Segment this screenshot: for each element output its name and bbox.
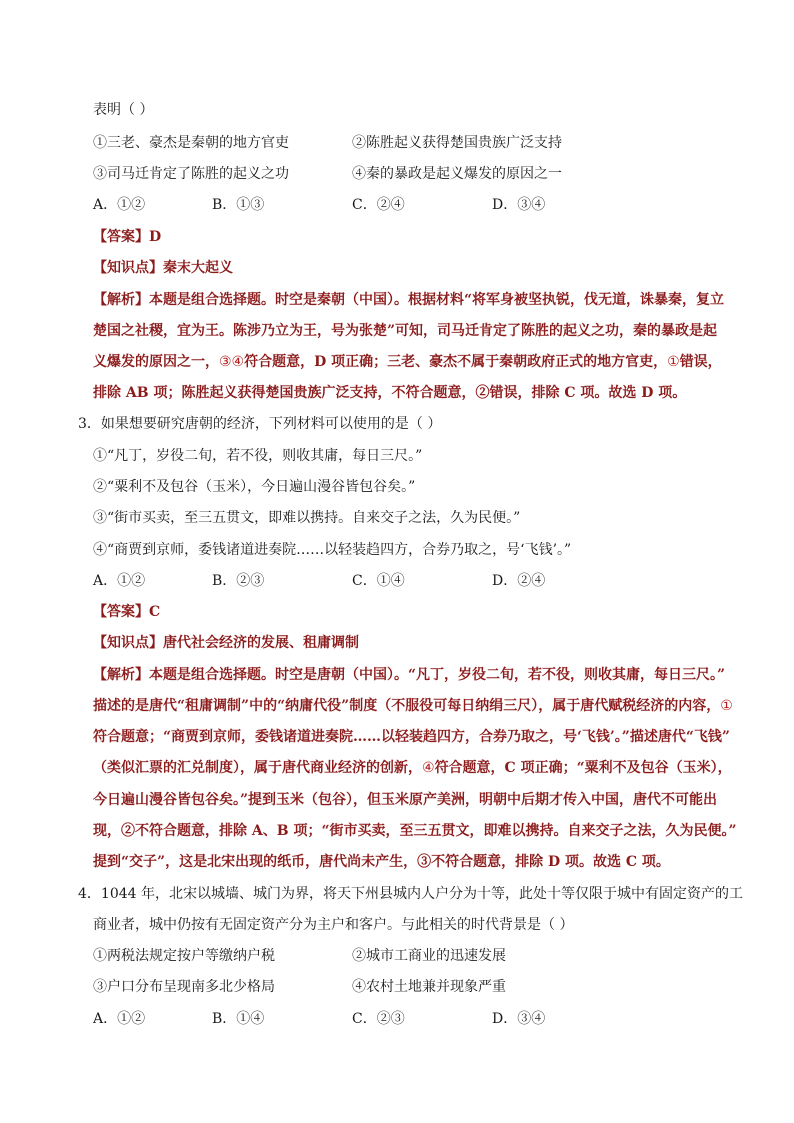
q3-knowledge-point — [93, 633, 359, 653]
q2-stem-tail: 表明（ ） — [93, 102, 154, 118]
q3-option-a: A．①② — [93, 573, 146, 589]
q2-analysis-line-2: 楚国之社稷，宜为王。陈涉乃立为王，号为张楚”可知，司马迁肯定了陈胜的起义之功，秦的暴政是起 — [93, 323, 718, 339]
analysis-seg: （类似汇票的汇兑制度），属于唐代商业经济的创新， — [93, 760, 422, 776]
q4-stem-line-1: 4．1044 年，北宋以城墙、城门为界，将天下州县城内人户分为十等，此处十等仅限于城中有固定资产的工 — [78, 886, 743, 902]
q4-option-c: C．②③ — [352, 1011, 405, 1027]
q3-analysis-line-7: 提到“交子”，这是北宋出现的纸币，唐代尚未产生，③不符合题意，排除 D 项。故选 C 项。 — [93, 854, 670, 870]
q4-choice-2: ②城市工商业的迅速发展 — [352, 948, 506, 964]
kp-value: 秦末大起义 — [163, 260, 233, 276]
analysis-seg: 描述的是唐代“租庸调制”中的“纳庸代役”制度（不服役可每日纳绢三尺），属于唐代赋税经济的内容， — [93, 698, 721, 714]
analysis-seg: 错误， — [679, 354, 722, 370]
analysis-mark: ② — [475, 385, 490, 401]
q3-option-b: B．②③ — [212, 573, 265, 589]
q4-option-b: B．①④ — [212, 1011, 265, 1027]
q2-choice-1: ①三老、豪杰是秦朝的地方官吏 — [93, 135, 289, 151]
q2-choice-4: ④秦的暴政是起义爆发的原因之一 — [352, 166, 562, 182]
analysis-mark: ① — [720, 698, 733, 714]
q3-stem: 3．如果想要研究唐朝的经济，下列材料可以使用的是（ ） — [78, 416, 442, 432]
q4-stem-line-2: 商业者，城中仍按有无固定资产分为主户和客户。与此相关的时代背景是（ ） — [93, 917, 574, 933]
q2-option-a: A．①② — [93, 197, 146, 213]
q3-option-c: C．①④ — [352, 573, 405, 589]
answer-label: 【答案】 — [93, 604, 149, 620]
q4-choice-3: ③户口分布呈现南多北少格局 — [93, 979, 275, 995]
q4-choice-1: ①两税法规定按户等缴纳户税 — [93, 948, 275, 964]
analysis-text: 本题是组合选择题。时空是秦朝（中国）。根据材料“将军身被坚执锐，伐无道，诛暴秦，复立 — [149, 292, 725, 308]
analysis-seg: 符合题意，D 项正确；三老、豪杰不属于秦朝政府正式的地方官吏， — [244, 354, 668, 370]
q2-option-b: B．①③ — [212, 197, 265, 213]
q3-analysis-line-4 — [93, 758, 732, 778]
answer-value: C — [149, 604, 161, 620]
q2-choice-2: ②陈胜起义获得楚国贵族广泛支持 — [352, 135, 562, 151]
q2-analysis-line-4 — [93, 383, 686, 403]
q3-analysis-line-1 — [93, 665, 725, 685]
q3-analysis-line-3: 符合题意；“商贾到京师，委钱诸道进奏院……以轻装趋四方，合券乃取之，号‘飞钱’。”描述唐代“飞钱” — [93, 729, 730, 745]
answer-label: 【答案】 — [93, 229, 149, 245]
q2-option-d: D．③④ — [492, 197, 546, 213]
q2-knowledge-point — [93, 258, 233, 278]
analysis-label: 【解析】 — [93, 667, 149, 683]
q4-option-a: A．①② — [93, 1011, 146, 1027]
q3-analysis-line-2 — [93, 696, 733, 716]
q3-analysis-line-5: 今日遍山漫谷皆包谷矣。”提到玉米（包谷），但玉米原产美洲，明朝中后期才传入中国，唐代不可能出 — [93, 792, 718, 808]
kp-value: 唐代社会经济的发展、租庸调制 — [163, 635, 359, 651]
q3-option-d: D．②④ — [492, 573, 546, 589]
analysis-label: 【解析】 — [93, 292, 149, 308]
answer-value: D — [149, 229, 162, 245]
analysis-seg: 义爆发的原因之一， — [93, 354, 219, 370]
analysis-seg: 错误，排除 C 项。故选 D 项。 — [489, 385, 687, 401]
q3-answer — [93, 602, 160, 622]
q4-choice-4: ④农村土地兼并现象严重 — [352, 979, 506, 995]
q3-choice-3: ③“街市买卖，至三五贯文，即难以携持。自来交子之法，久为民便。” — [93, 510, 521, 526]
q3-choice-4: ④“商贾到京师，委钱诸道进奏院……以轻装趋四方，合券乃取之，号‘飞钱’。” — [93, 542, 572, 558]
q3-choice-2: ②“粟利不及包谷（玉米），今日遍山漫谷皆包谷矣。” — [93, 479, 416, 495]
analysis-mark: ④ — [422, 760, 435, 776]
q2-choice-3: ③司马迁肯定了陈胜的起义之功 — [93, 166, 289, 182]
q2-answer — [93, 227, 161, 247]
q3-choice-1: ①“凡丁，岁役二旬，若不役，则收其庸，每日三尺。” — [93, 448, 423, 464]
kp-label: 【知识点】 — [93, 635, 163, 651]
analysis-text: 本题是组合选择题。时空是唐朝（中国）。“凡丁，岁役二旬，若不役，则收其庸，每日三尺。” — [149, 667, 726, 683]
analysis-seg: 符合题意，C 项正确；“粟利不及包谷（玉米）， — [434, 760, 732, 776]
q3-analysis-line-6: 现，②不符合题意，排除 A、B 项；“街市买卖，至三五贯文，即难以携持。自来交子之法，久为民便。” — [93, 823, 737, 839]
q2-analysis-line-1 — [93, 290, 724, 310]
q4-option-d: D．③④ — [492, 1011, 546, 1027]
analysis-mark: ① — [667, 354, 680, 370]
analysis-seg: 排除 AB 项；陈胜起义获得楚国贵族广泛支持，不符合题意， — [93, 385, 476, 401]
kp-label: 【知识点】 — [93, 260, 163, 276]
analysis-mark: ③④ — [219, 354, 245, 370]
q2-option-c: C．②④ — [352, 197, 405, 213]
q2-analysis-line-3 — [93, 352, 722, 372]
